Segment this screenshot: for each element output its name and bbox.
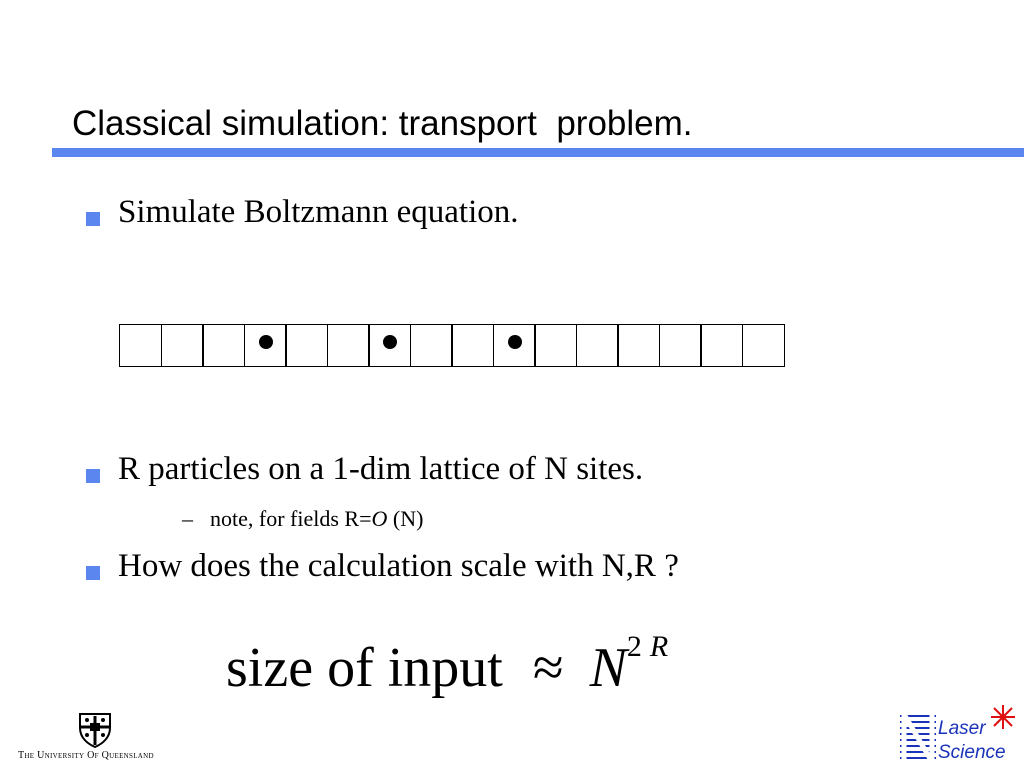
- uq-wordmark: The University Of Queensland: [18, 750, 154, 761]
- bullet-marker: [86, 212, 100, 226]
- laser-star-icon: [990, 704, 1016, 730]
- lattice-site: [244, 324, 287, 367]
- lattice-site: [410, 324, 453, 367]
- lattice-site: [700, 324, 743, 367]
- bullet-item: How does the calculation scale with N,R ?: [118, 548, 679, 584]
- exponent-number: 2: [626, 630, 642, 663]
- laser-science-mark-icon: [898, 712, 938, 764]
- lattice-site: [576, 324, 619, 367]
- lattice-site: [285, 324, 328, 367]
- science-wordmark: Science: [938, 742, 1006, 763]
- title-underline: [52, 148, 1024, 157]
- lattice-site: [617, 324, 660, 367]
- particle-dot: [259, 335, 273, 349]
- lattice-site: [202, 324, 245, 367]
- bullet-item: Simulate Boltzmann equation.: [118, 194, 519, 230]
- lattice-site: [119, 324, 162, 367]
- lattice-site: [534, 324, 577, 367]
- sub-bullet-suffix: (N): [387, 506, 424, 531]
- laser-wordmark: Laser: [938, 718, 986, 739]
- particle-dot: [508, 335, 522, 349]
- lattice-site: [368, 324, 411, 367]
- sub-bullet-dash: –: [182, 506, 193, 531]
- lattice-site: [451, 324, 494, 367]
- bullet-marker: [86, 469, 100, 483]
- formula-exponent: [627, 630, 668, 663]
- lattice-site: [327, 324, 370, 367]
- uq-logo: [18, 712, 168, 764]
- approx-symbol: ≈: [532, 637, 564, 699]
- laser-science-logo: [898, 704, 1018, 766]
- sub-bullet-text: [210, 506, 423, 532]
- particle-dot: [383, 335, 397, 349]
- slide-title: Classical simulation: transport problem.: [72, 104, 693, 143]
- bullet-item: R particles on a 1-dim lattice of N sites.: [118, 451, 644, 487]
- formula-base: N: [589, 637, 627, 699]
- uq-crest-icon: [76, 712, 114, 748]
- formula-lhs: size of input: [226, 637, 503, 699]
- scaling-formula: [226, 630, 669, 700]
- big-o-symbol: O: [371, 506, 388, 531]
- sub-bullet-prefix: note, for fields R=: [210, 506, 372, 531]
- lattice-site: [659, 324, 702, 367]
- lattice-site: [161, 324, 204, 367]
- exponent-variable: R: [649, 630, 669, 663]
- lattice-site: [742, 324, 785, 367]
- lattice-site: [493, 324, 536, 367]
- lattice-diagram: [119, 324, 785, 367]
- bullet-marker: [86, 566, 100, 580]
